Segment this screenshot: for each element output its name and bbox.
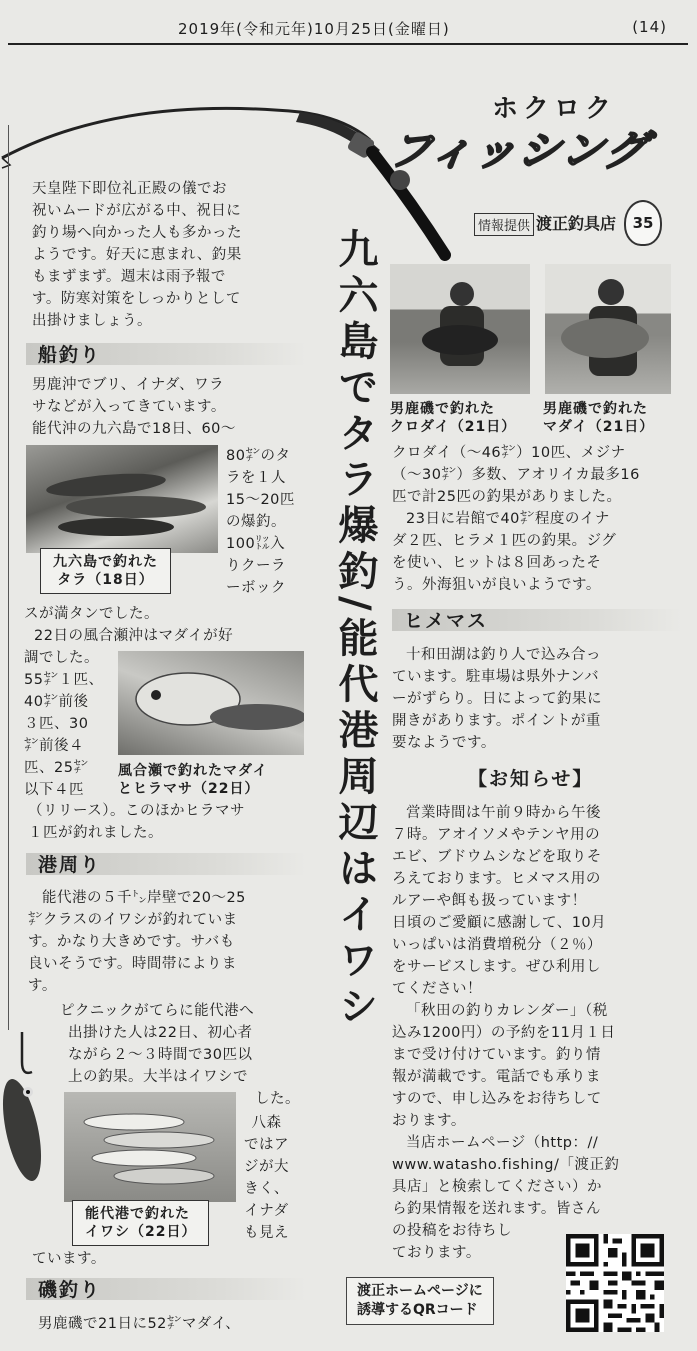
caption-sardine: [72, 1200, 209, 1246]
text-line: 要なようです。: [392, 735, 496, 751]
fish-hook-illustration: [0, 1032, 60, 1182]
text-line: 開きがあります。ポイントが重: [392, 713, 601, 729]
text-line: 釣り場へ向かった人も多かった: [32, 225, 242, 241]
text-line: 十和田湖は釣り人で込み合っ: [406, 647, 601, 663]
text-line: す。防寒対策をしっかりとして: [32, 291, 241, 307]
text-line: 匹で計25匹の釣果がありました。: [392, 489, 622, 505]
text-line: ピクニックがてらに能代港へ: [60, 1003, 255, 1019]
photo-seabream-yellowtail: [118, 651, 304, 755]
text-line: 80㌢のタ: [226, 448, 291, 464]
text-line: 天皇陛下即位礼正殿の儀でお: [32, 181, 227, 197]
section-heading-harbor: 港周り: [38, 854, 102, 876]
section-heading-boat: 船釣り: [38, 344, 102, 366]
fishing-line: [8, 125, 9, 1030]
text-line: ㌢前後４: [24, 738, 84, 754]
text-line: いっぱいは消費増税分（２％）: [392, 937, 602, 953]
qr-caption: [346, 1277, 494, 1325]
caption-red-seabream: [543, 400, 654, 436]
text-line: 上の釣果。大半はイワシで: [68, 1069, 248, 1085]
text-line: １匹が釣れました。: [28, 825, 163, 841]
text-line: クロダイ（〜46㌢）10匹、メジナ: [392, 445, 626, 461]
text-line: す。: [28, 978, 57, 994]
text-line: 良いそうです。時間帯によりま: [28, 956, 237, 972]
intro-text: [32, 178, 242, 332]
text-line: 報が満載です。電話でも承りま: [392, 1069, 601, 1085]
text-line: もまずまず。週末は雨予報で: [32, 269, 226, 285]
text-line: ラを１人: [226, 470, 286, 486]
caption-seabream-yellowtail: [118, 762, 268, 798]
harbor-text-d: [32, 1248, 106, 1270]
text-line: ーボック: [226, 580, 286, 596]
text-line: ㌢クラスのイワシが釣れていま: [28, 912, 238, 928]
boat-text-a: [32, 374, 236, 440]
text-line: （リリース）。このほかヒラマサ: [28, 803, 246, 819]
column-title: フィッシング: [386, 126, 652, 175]
photo-sardine: [64, 1092, 236, 1202]
text-line: 具店」と検索してください）か: [392, 1179, 602, 1195]
text-line: （〜30㌢）多数、アオリイカ最多16: [392, 467, 640, 483]
notice-text-end: [392, 1220, 512, 1264]
headline: 九六島でタラ爆釣/能代港周辺はイワシ: [332, 228, 378, 1031]
text-line: 「秋田の釣りカレンダー」（税: [406, 1003, 608, 1019]
caption-line: 風合瀬で釣れたマダイ: [118, 763, 268, 779]
text-line: 男鹿沖でブリ、イナダ、ワラ: [32, 377, 225, 393]
photo-cod: [26, 445, 218, 553]
text-line: 40㌢前後: [24, 694, 89, 710]
text-line: サなどが入ってきています。: [32, 399, 226, 415]
harbor-text-a: [28, 887, 246, 997]
caption-line: 男鹿磯で釣れた: [543, 401, 648, 417]
text-line: 以下４匹: [24, 782, 84, 798]
text-line: 能代沖の九六島で18日、60〜: [32, 421, 236, 437]
text-line: す。かなり大きめです。サバも: [28, 934, 235, 950]
text-line: すので、申し込みをお待ちして: [392, 1091, 602, 1107]
text-line: ルアーや餌も扱っています！: [392, 893, 587, 909]
source-shop: 渡正釣具店: [536, 214, 617, 233]
text-line: をサービスします。ぜひ利用し: [392, 959, 601, 975]
caption-black-porgy: [390, 400, 516, 436]
text-line: 男鹿磯で21日に52㌢マダイ、: [38, 1316, 241, 1332]
text-line: 祝いムードが広がる中、祝日に: [32, 203, 242, 219]
caption-line: クロダイ（21日）: [390, 419, 517, 435]
caption-line: イワシ（22日）: [85, 1224, 197, 1240]
series-title: ホクロク: [492, 94, 617, 124]
text-line: 22日の風合瀬沖はマダイが好: [34, 628, 234, 644]
text-line: の投稿をお待ちし: [392, 1223, 512, 1239]
text-line: を使い、ヒットは８回あったそ: [392, 555, 602, 571]
section-heading-rocks: 磯釣り: [38, 1279, 102, 1301]
caption-line: とヒラマサ（22日）: [118, 781, 260, 797]
text-line: 当店ホームページ（http：//: [406, 1135, 599, 1151]
text-line: ています。: [32, 1251, 106, 1267]
text-line: ３匹、30: [24, 716, 89, 732]
himemasu-text: [392, 644, 602, 754]
issue-date: 2019年(令和元年)10月25日(金曜日): [178, 20, 450, 38]
text-line: ーがずらり。日によって釣果に: [392, 691, 602, 707]
caption-line: 誘導するQRコード: [357, 1302, 478, 1318]
text-line: きく、: [244, 1181, 289, 1197]
text-line: ています。駐車場は県外ナンバ: [392, 669, 600, 685]
rocks-text-a: [38, 1313, 240, 1335]
text-line: スが満タンでした。: [24, 606, 159, 622]
text-line: 八森: [251, 1115, 282, 1131]
text-line: ようです。好天に恵まれ、釣果: [32, 247, 242, 263]
text-line: 匹、25㌢: [24, 760, 89, 776]
section-heading-himemasu: ヒメマス: [404, 610, 489, 632]
caption-line: タラ（18日）: [57, 572, 154, 588]
text-line: おります。: [392, 1113, 466, 1129]
boat-text-e: [28, 800, 245, 844]
caption-line: 九六島で釣れた: [53, 554, 158, 570]
caption-line: 男鹿磯で釣れた: [390, 401, 495, 417]
text-line: てください！: [392, 981, 482, 997]
text-line: りクーラ: [226, 558, 286, 574]
text-line: ております。: [392, 1245, 481, 1261]
text-line: イナダ: [244, 1203, 289, 1219]
text-line: まで受け付けています。釣り情: [392, 1047, 601, 1063]
caption-cod: [40, 548, 171, 594]
text-line: 営業時間は午前９時から午後: [406, 805, 601, 821]
info-badge: 情報提供: [474, 213, 534, 236]
caption-line: 渡正ホームページに: [357, 1283, 483, 1299]
text-line: 23日に岩館で40㌢程度のイナ: [406, 511, 610, 527]
text-line: 能代港の５千㌧岸壁で20〜25: [42, 890, 246, 906]
text-line: の爆釣。: [226, 514, 286, 530]
text-line: 出掛けましょう。: [32, 313, 152, 329]
harbor-text-c: [244, 1112, 289, 1244]
boat-text-d: [24, 669, 103, 801]
text-line: も見え: [244, 1225, 289, 1241]
text-line: エビ、ブドウムシなどを取りそ: [392, 849, 602, 865]
text-line: 調でした。: [24, 650, 99, 666]
photo-red-seabream: [545, 264, 671, 394]
text-line: ジが大: [244, 1159, 289, 1175]
text-line: 55㌢１匹、: [24, 672, 104, 688]
caption-line: 能代港で釣れた: [85, 1206, 190, 1222]
text-line: ではア: [244, 1137, 289, 1153]
section-heading-notice: 【お知らせ】: [468, 768, 594, 790]
text-line: した。: [255, 1091, 300, 1107]
text-line: www.watasho.fishing/「渡正釣: [392, 1157, 620, 1173]
text-line: 日頃のご愛顧に感謝して、10月: [392, 915, 607, 931]
caption-line: マダイ（21日）: [543, 419, 655, 435]
text-line: 出掛けた人は22日、初心者: [68, 1025, 253, 1041]
photo-black-porgy: [390, 264, 530, 394]
page-number: (14): [632, 18, 667, 36]
notice-text: [392, 802, 619, 1220]
text-line: う。外海狙いが良いようです。: [392, 577, 601, 593]
issue-number-badge: 35: [624, 200, 662, 246]
text-line: ら釣果情報を送れます。皆さん: [392, 1201, 601, 1217]
text-line: ながら２〜３時間で30匹以: [68, 1047, 253, 1063]
text-line: ろえております。ヒメマス用の: [392, 871, 601, 887]
text-line: 15〜20匹: [226, 492, 295, 508]
text-line: 100㍑入: [226, 536, 286, 552]
text-line: 込み1200円）の予約を11月１日: [392, 1025, 616, 1041]
text-line: ７時。アオイソメやテンヤ用の: [392, 827, 601, 843]
qr-code-icon[interactable]: [566, 1234, 664, 1332]
text-line: ダ２匹、ヒラメ１匹の釣果。ジグ: [392, 533, 617, 549]
rocks-text-b: [392, 442, 640, 596]
boat-text-b: [226, 445, 295, 599]
